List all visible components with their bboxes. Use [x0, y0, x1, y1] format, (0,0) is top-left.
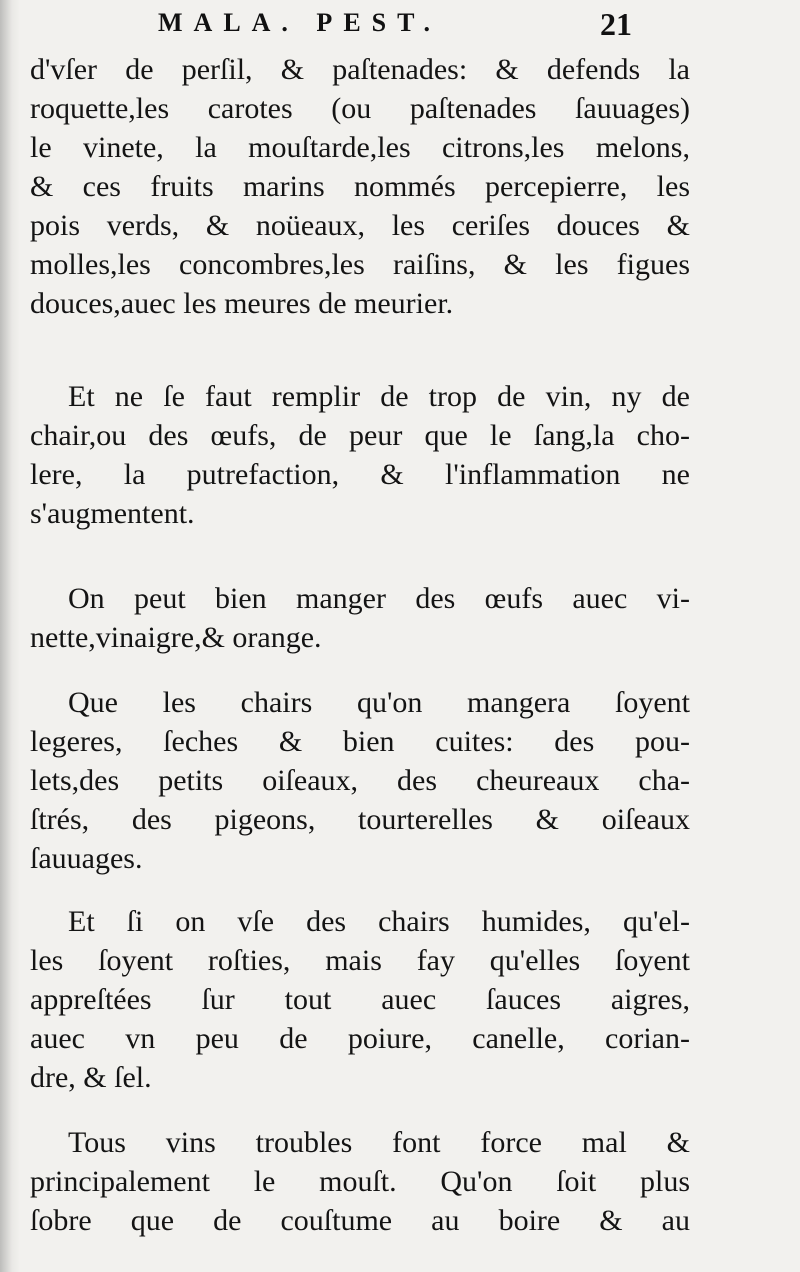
- page-number: 21: [600, 6, 632, 42]
- text-line: dre, & ſel.: [30, 1061, 152, 1094]
- body-text: [30, 50, 690, 1240]
- text-line: Et ſi on vſe des chairs humides, qu'el-: [68, 905, 690, 938]
- paragraph-2: [30, 377, 690, 533]
- text-line: lets,des petits oiſeaux, des cheureaux cha-: [30, 764, 690, 797]
- text-line: molles,les concombres,les raiſins, & les figues: [30, 248, 690, 281]
- paragraph-5: [30, 902, 690, 1097]
- text-line: s'augmentent.: [30, 497, 195, 530]
- text-line: ſauuages.: [30, 842, 143, 875]
- text-line: Que les chairs qu'on mangera ſoyent: [68, 686, 690, 719]
- paragraph-4: [30, 683, 690, 878]
- text-line: d'vſer de perſil, & paſtenades: & defends la: [30, 53, 690, 86]
- running-head: MALA. PEST.: [158, 8, 442, 37]
- paragraph-6: [30, 1123, 690, 1240]
- text-line: appreſtées ſur tout auec ſauces aigres,: [30, 983, 690, 1016]
- text-line: On peut bien manger des œufs auec vi-: [68, 582, 690, 615]
- text-line: principalement le mouſt. Qu'on ſoit plus: [30, 1165, 690, 1198]
- gutter-shadow: [0, 0, 20, 1272]
- text-line: lere, la putrefaction, & l'inflammation ne: [30, 458, 690, 491]
- text-line: legeres, ſeches & bien cuites: des pou-: [30, 725, 690, 758]
- paragraph-3: [30, 579, 690, 657]
- text-line: auec vn peu de poiure, canelle, corian-: [30, 1022, 690, 1055]
- text-line: Tous vins troubles font force mal &: [68, 1126, 690, 1159]
- text-line: nette,vinaigre,& orange.: [30, 621, 322, 654]
- text-line: ſobre que de couſtume au boire & au: [30, 1204, 690, 1237]
- text-line: Et ne ſe faut remplir de trop de vin, ny de: [68, 380, 690, 413]
- text-line: douces,auec les meures de meurier.: [30, 287, 454, 320]
- text-line: roquette,les carotes (ou paſtenades ſauuages): [30, 92, 690, 125]
- text-line: chair,ou des œufs, de peur que le ſang,la cho-: [30, 419, 690, 452]
- text-line: le vinete, la mouſtarde,les citrons,les melons,: [30, 131, 690, 164]
- text-line: les ſoyent roſties, mais fay qu'elles ſoyent: [30, 944, 690, 977]
- page-header: [148, 6, 668, 40]
- paragraph-1: [30, 50, 690, 323]
- text-line: ſtrés, des pigeons, tourterelles & oiſeaux: [30, 803, 690, 836]
- text-line: pois verds, & noüeaux, les ceriſes douces &: [30, 209, 690, 242]
- text-line: & ces fruits marins nommés percepierre, les: [30, 170, 690, 203]
